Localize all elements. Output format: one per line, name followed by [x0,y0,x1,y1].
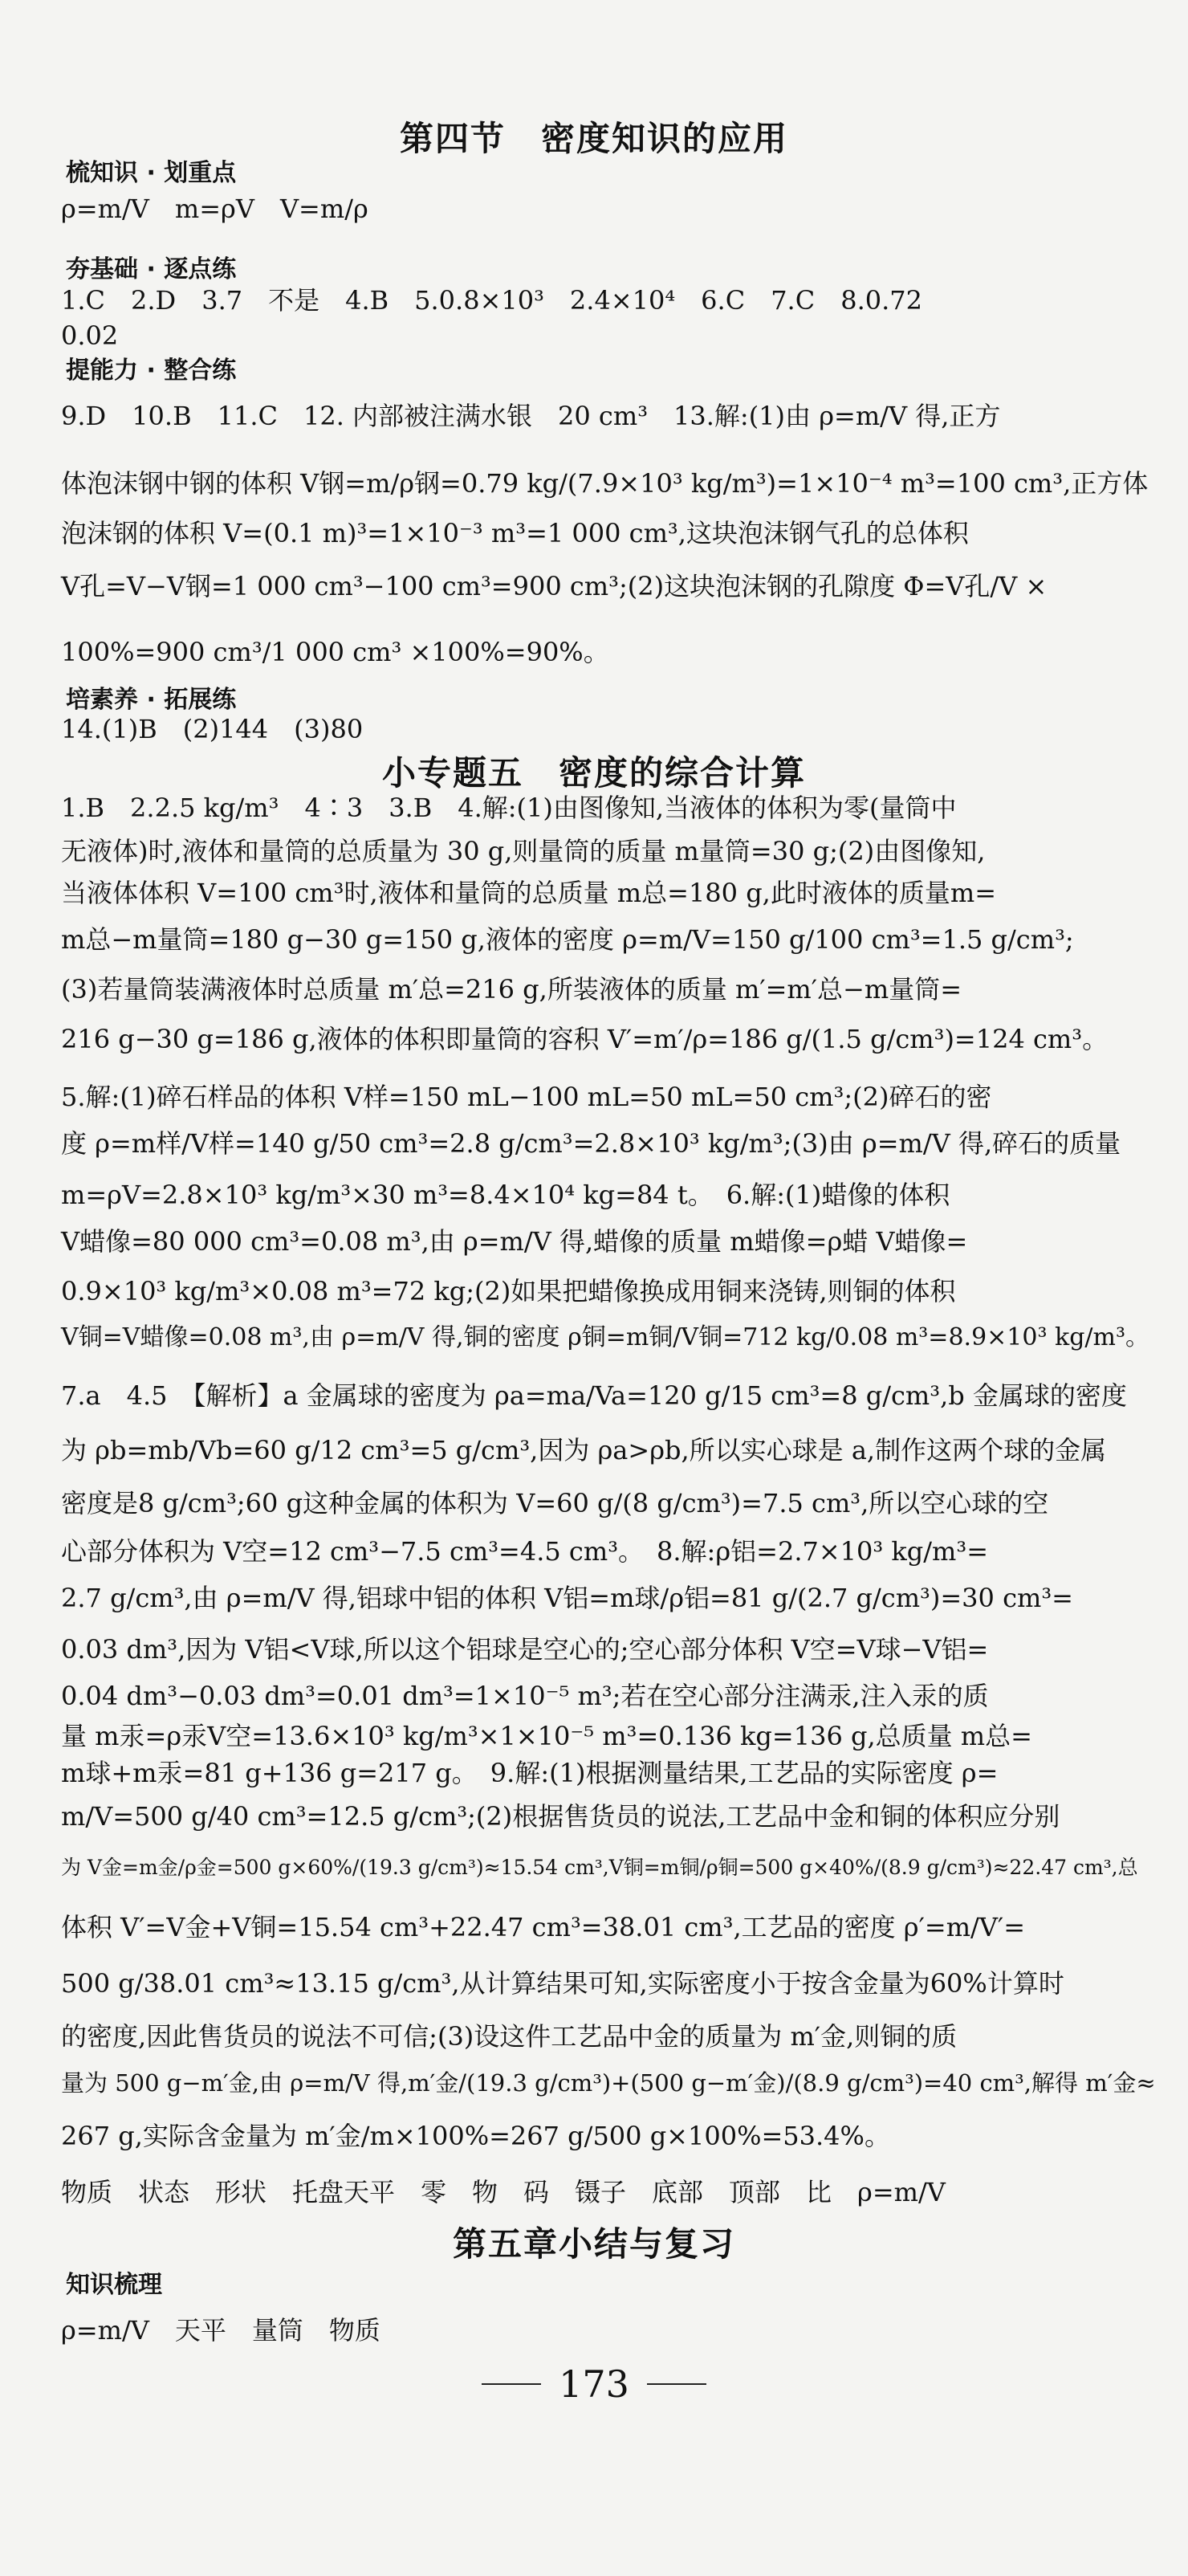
text-line: 1.C 2.D 3.7 不是 4.B 5.0.8×10³ 2.4×10⁴ 6.C 7.C 8.0.72 [61,285,922,316]
text-line: 为 V金=m金/ρ金=500 g×60%/(19.3 g/cm³)≈15.54 cm³,V铜=m铜/ρ铜=500 g×40%/(8.9 g/cm³)≈22.47 cm³,总 [61,1856,1138,1879]
text-line: 密度是8 g/cm³;60 g这种金属的体积为 V=60 g/(8 g/cm³)=7.5 cm³,所以空心球的空 [61,1488,1049,1518]
text-line: 0.03 dm³,因为 V铝<V球,所以这个铝球是空心的;空心部分体积 V空=V球−V铝= [61,1634,989,1665]
text-line: 216 g−30 g=186 g,液体的体积即量筒的容积 V′=m′/ρ=186 g/(1.5 g/cm³)=124 cm³。 [61,1024,1109,1054]
text-line: 500 g/38.01 cm³≈13.15 g/cm³,从计算结果可知,实际密度小于按含金量为60%计算时 [61,1968,1064,1999]
text-line: 7.a 4.5 【解析】a 金属球的密度为 ρa=ma/Va=120 g/15 cm³=8 g/cm³,b 金属球的密度 [61,1380,1127,1411]
text-line: ρ=m/V 天平 量筒 物质 [61,2315,380,2346]
text-line: 为 ρb=mb/Vb=60 g/12 cm³=5 g/cm³,因为 ρa>ρb,所以实心球是 a,制作这两个球的金属 [61,1435,1107,1465]
label-zhishi-shuli: 知识梳理 [66,2271,162,2299]
text-line: 1.B 2.2.5 kg/m³ 4∶3 3.B 4.解:(1)由图像知,当液体的体积为零(量筒中 [61,793,957,823]
text-line: 9.D 10.B 11.C 12. 内部被注满水银 20 cm³ 13.解:(1)由 ρ=m/V 得,正方 [61,401,1001,431]
text-line: 的密度,因此售货员的说法不可信;(3)设这件工艺品中金的质量为 m′金,则铜的质 [61,2021,958,2052]
text-line: V蜡像=80 000 cm³=0.08 m³,由 ρ=m/V 得,蜡像的质量 m蜡像=ρ蜡 V蜡像= [61,1226,968,1257]
text-line: 0.9×10³ kg/m³×0.08 m³=72 kg;(2)如果把蜡像换成用铜来浇铸,则铜的体积 [61,1276,956,1306]
section-heading-4: 第四节 密度知识的应用 [399,119,788,158]
text-line: 物质 状态 形状 托盘天平 零 物 码 镊子 底部 顶部 比 ρ=m/V [61,2177,946,2207]
text-line: V孔=V−V钢=1 000 cm³−100 cm³=900 cm³;(2)这块泡沫钢的孔隙度 Φ=V孔/V × [61,571,1048,601]
text-line: 5.解:(1)碎石样品的体积 V样=150 mL−100 mL=50 mL=50 cm³;(2)碎石的密 [61,1082,992,1112]
text-line: m/V=500 g/40 cm³=12.5 g/cm³;(2)根据售货员的说法,工艺品中金和铜的体积应分别 [61,1801,1060,1832]
label-shu-zhishi: 梳知识 · 划重点 [66,159,237,187]
label-hang-jichu: 夯基础 · 逐点练 [66,255,237,283]
text-line: V铜=V蜡像=0.08 m³,由 ρ=m/V 得,铜的密度 ρ铜=m铜/V铜=712 kg/0.08 m³=8.9×10³ kg/m³。 [61,1323,1149,1351]
chapter-5-summary-heading: 第五章小结与复习 [452,2224,735,2264]
text-line: ρ=m/V m=ρV V=m/ρ [61,194,368,224]
text-line: 当液体体积 V=100 cm³时,液体和量筒的总质量 m总=180 g,此时液体的质量m= [61,878,997,908]
text-line: 心部分体积为 V空=12 cm³−7.5 cm³=4.5 cm³。 8.解:ρ铝=2.7×10³ kg/m³= [61,1536,989,1567]
text-line: 量为 500 g−m′金,由 ρ=m/V 得,m′金/(19.3 g/cm³)+(500 g−m′金)/(8.9 g/cm³)=40 cm³,解得 m′金≈ [61,2069,1156,2097]
text-line: 度 ρ=m样/V样=140 g/50 cm³=2.8 g/cm³=2.8×10³ kg/m³;(3)由 ρ=m/V 得,碎石的质量 [61,1128,1121,1159]
page-number-right-dash [647,2383,706,2385]
text-line: 无液体)时,液体和量筒的总质量为 30 g,则量筒的质量 m量筒=30 g;(2)由图像知, [61,836,986,866]
topic-heading-5: 小专题五 密度的综合计算 [381,753,806,793]
text-line: 14.(1)B (2)144 (3)80 [61,714,364,744]
text-line: 体泡沫钢中钢的体积 V钢=m/ρ钢=0.79 kg/(7.9×10³ kg/m³)=1×10⁻⁴ m³=100 cm³,正方体 [61,468,1149,499]
text-line: 量 m汞=ρ汞V空=13.6×10³ kg/m³×1×10⁻⁵ m³=0.136 kg=136 g,总质量 m总= [61,1721,1032,1751]
page-number: 173 [559,2362,629,2406]
text-line: 100%=900 cm³/1 000 cm³ ×100%=90%。 [61,637,609,667]
text-line: 0.04 dm³−0.03 dm³=0.01 dm³=1×10⁻⁵ m³;若在空心部分注满汞,注入汞的质 [61,1681,989,1711]
text-line: m=ρV=2.8×10³ kg/m³×30 m³=8.4×10⁴ kg=84 t。 6.解:(1)蜡像的体积 [61,1180,950,1210]
text-line: 267 g,实际含金量为 m′金/m×100%=267 g/500 g×100%=53.4%。 [61,2121,890,2151]
text-line: 2.7 g/cm³,由 ρ=m/V 得,铝球中铝的体积 V铝=m球/ρ铝=81 g/(2.7 g/cm³)=30 cm³= [61,1583,1073,1613]
text-line: m总−m量筒=180 g−30 g=150 g,液体的密度 ρ=m/V=150 g/100 cm³=1.5 g/cm³; [61,924,1074,955]
text-line: 泡沫钢的体积 V=(0.1 m)³=1×10⁻³ m³=1 000 cm³,这块泡沫钢气孔的总体积 [61,518,969,548]
text-line: 体积 V′=V金+V铜=15.54 cm³+22.47 cm³=38.01 cm³,工艺品的密度 ρ′=m/V′= [61,1912,1026,1942]
text-line: m球+m汞=81 g+136 g=217 g。 9.解:(1)根据测量结果,工艺品的实际密度 ρ= [61,1758,999,1788]
text-line: 0.02 [61,320,119,351]
label-pei-suyang: 培素养 · 拓展练 [66,686,237,714]
text-line: (3)若量筒装满液体时总质量 m′总=216 g,所装液体的质量 m′=m′总−m量筒= [61,974,962,1005]
label-ti-nengli: 提能力 · 整合练 [66,357,237,385]
